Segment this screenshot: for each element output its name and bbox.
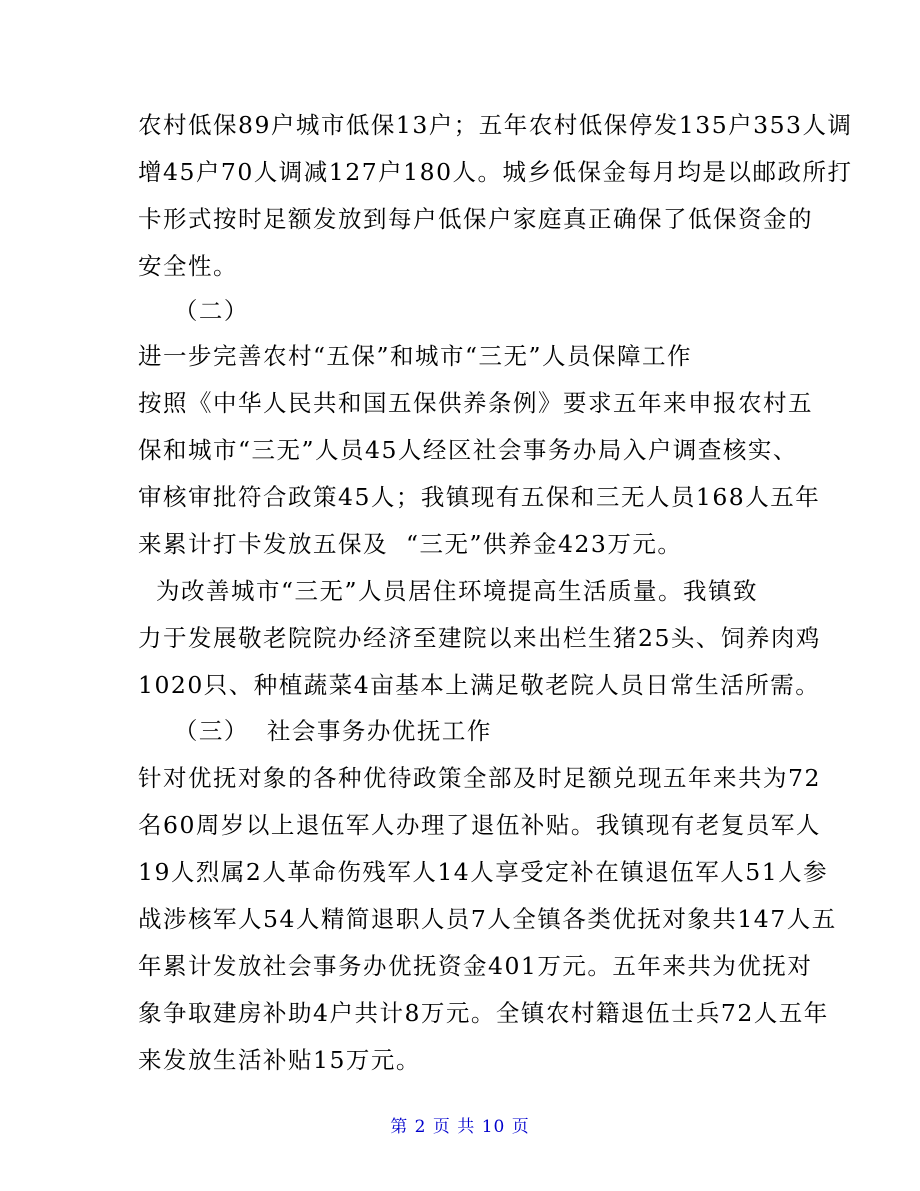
paragraph-line: 来发放生活补贴15万元。	[138, 1046, 421, 1074]
section-title: 进一步完善农村“五保”和城市“三无”人员保障工作	[138, 342, 693, 370]
paragraph-line: 农村低保89户城市低保13户；五年农村低保停发135户353人调	[138, 111, 853, 139]
paragraph-line: 按照《中华人民共和国五保供养条例》要求五年来申报农村五	[138, 389, 813, 417]
paragraph-line: 年累计发放社会事务办优抚资金401万元。五年来共为优抚对	[138, 952, 813, 980]
paragraph-line: 保和城市“三无”人员45人经区社会事务办局入户调查核实、	[138, 436, 798, 464]
paragraph-line: 来累计打卡发放五保及 “三无”供养金423万元。	[138, 530, 683, 558]
section-heading: （二）	[138, 297, 249, 325]
paragraph-line: 审核审批符合政策45人；我镇现有五保和三无人员168人五年	[138, 483, 821, 511]
paragraph-line: 力于发展敬老院院办经济至建院以来出栏生猪25头、饲养肉鸡	[138, 624, 821, 652]
page-number-footer: 第 2 页 共 10 页	[390, 1117, 530, 1137]
paragraph-line: 增45户70人调减127户180人。城乡低保金每月均是以邮政所打	[138, 158, 853, 186]
paragraph-line: 1020只、种植蔬菜4亩基本上满足敬老院人员日常生活所需。	[138, 671, 821, 699]
paragraph-line: 针对优抚对象的各种优待政策全部及时足额兑现五年来共为72	[138, 764, 821, 792]
paragraph-line: 战涉核军人54人精简退职人员7人全镇各类优抚对象共147人五	[138, 905, 837, 933]
paragraph-line: 卡形式按时足额发放到每户低保户家庭真正确保了低保资金的	[138, 205, 813, 233]
paragraph-line: 象争取建房补助4户共计8万元。全镇农村籍退伍士兵72人五年	[138, 999, 829, 1027]
paragraph-line: 为改善城市“三无”人员居住环境提高生活质量。我镇致	[138, 577, 758, 605]
paragraph-line: 名60周岁以上退伍军人办理了退伍补贴。我镇现有老复员军人	[138, 811, 821, 839]
section-heading: （三） 社会事务办优抚工作	[138, 717, 492, 745]
paragraph-line: 安全性。	[138, 252, 238, 280]
paragraph-line: 19人烈属2人革命伤残军人14人享受定补在镇退伍军人51人参	[138, 858, 829, 886]
